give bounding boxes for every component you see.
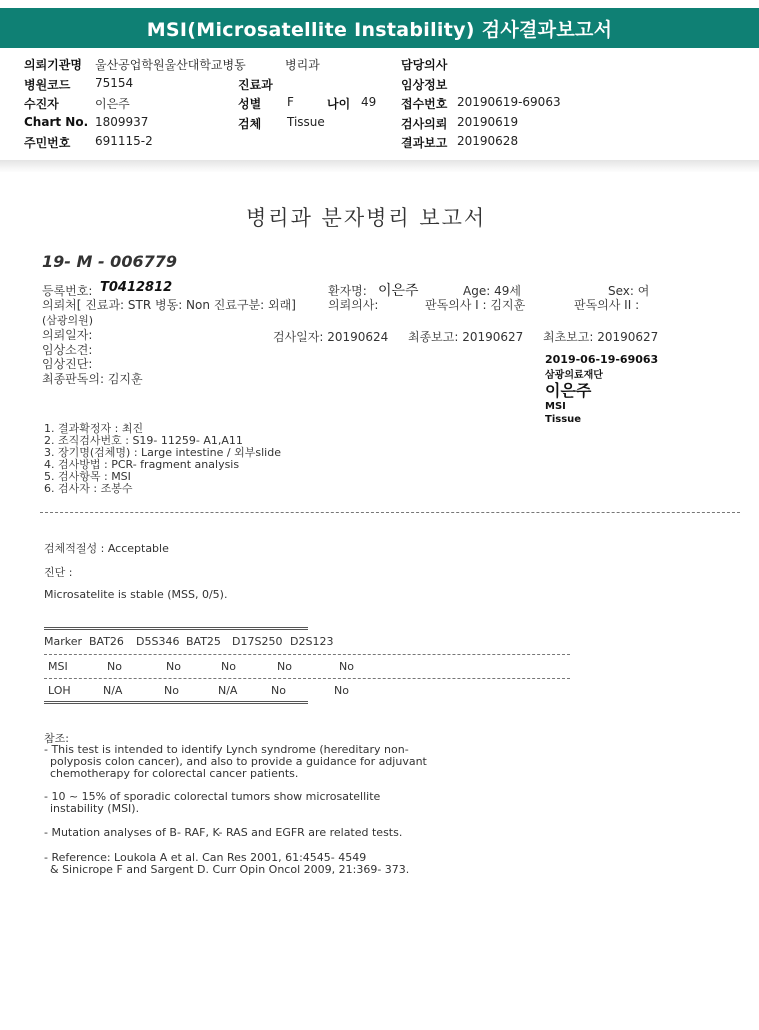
sex-text: Sex: 여	[608, 284, 650, 298]
chart-no-label: Chart No.	[24, 115, 89, 129]
age-text: Age: 49세	[463, 284, 521, 298]
final-reader: 최종판독의: 김지훈	[42, 372, 143, 386]
referrer-org: (삼광의원)	[42, 314, 94, 327]
hospital-code-value: 75154	[95, 76, 134, 90]
sex-value: F	[287, 95, 294, 109]
patient-value: 이은주	[95, 97, 130, 111]
item-3: 3. 장기명(검체명) : Large intestine / 외부slide	[44, 446, 281, 459]
reg-value: T0412812	[100, 280, 173, 295]
scanned-report	[0, 172, 759, 1030]
marker-col-5: D2S123	[290, 635, 334, 648]
institution-value: 울산공업학원울산대학교병동	[95, 58, 246, 72]
loh-cell-1: N/A	[103, 684, 123, 697]
marker-col-4: D17S250	[232, 635, 283, 648]
reference-4: - Reference: Loukola A et al. Can Res 2001, 61:4545- 4549	[44, 851, 367, 864]
msi-row-label: MSI	[48, 660, 68, 673]
specimen-value: Tissue	[287, 115, 325, 129]
msi-cell-3: No	[221, 660, 236, 673]
clinical-diagnosis: 임상진단:	[42, 357, 93, 371]
chart-no-value: 1809937	[95, 115, 149, 129]
specimen-label-org: 삼광의료재단	[545, 370, 603, 381]
exam-request-value: 20190619	[457, 115, 519, 129]
loh-cell-5: No	[334, 684, 349, 697]
table-bottom-rule	[44, 701, 308, 704]
specimen-label-name: 이은주	[545, 381, 592, 400]
id-no-label: 주민번호	[24, 136, 71, 150]
table-top-rule	[44, 627, 308, 630]
department-value: 병리과	[285, 58, 320, 72]
referring-doctor: 의뢰의사:	[328, 298, 379, 312]
result-report-value: 20190628	[457, 134, 519, 148]
loh-row-label: LOH	[48, 684, 71, 697]
msi-cell-2: No	[166, 660, 181, 673]
patient-name-label: 환자명:	[328, 284, 367, 298]
doctor-label: 담당의사	[401, 58, 448, 72]
loh-cell-4: No	[271, 684, 286, 697]
msi-cell-1: No	[107, 660, 122, 673]
receipt-no-value: 20190619-69063	[457, 95, 561, 109]
reference-3: - Mutation analyses of B- RAF, K- RAS and EGFR are related tests.	[44, 826, 403, 839]
specimen-label-id: 2019-06-19-69063	[545, 353, 659, 366]
result-report-label: 결과보고	[401, 136, 448, 150]
patient-label: 수진자	[24, 97, 59, 111]
slide-number: 19- M - 006779	[42, 252, 177, 271]
id-no-value: 691115-2	[95, 134, 153, 148]
reference-1: - This test is intended to identify Lynch syndrome (hereditary non-	[44, 743, 409, 756]
hospital-code-label: 병원코드	[24, 78, 71, 92]
dashed-separator	[40, 512, 740, 513]
referrer-text: 의뢰처[ 진료과: STR 병동: Non 진료구분: 외래]	[42, 298, 296, 312]
pathologist-1: 판독의사 I : 김지훈	[425, 298, 526, 312]
header-info	[0, 52, 759, 150]
sex-label: 성별	[238, 97, 262, 111]
request-date: 의뢰일자:	[42, 328, 93, 342]
item-5: 5. 검사항목 : MSI	[44, 470, 131, 483]
reference-4b: & Sinicrope F and Sargent D. Curr Opin Oncol 2009, 21:369- 373.	[50, 863, 410, 876]
specimen-label-type: Tissue	[545, 414, 582, 425]
pathologist-2: 판독의사 II :	[574, 298, 640, 312]
item-6: 6. 검사자 : 조봉수	[44, 482, 133, 495]
marker-col-1: BAT26	[89, 635, 124, 648]
reference-label: 참조:	[44, 732, 69, 745]
item-2: 2. 조직검사번호 : S19- 11259- A1,A11	[44, 434, 243, 447]
table-header-rule	[44, 654, 570, 655]
specimen-label: 검체	[238, 117, 262, 131]
patient-name-value: 이은주	[378, 283, 419, 299]
marker-col-3: BAT25	[186, 635, 221, 648]
diagnosis-label: 진단 :	[44, 566, 73, 579]
diagnosis-text: Microsatelite is stable (MSS, 0/5).	[44, 588, 228, 601]
specimen-label-test: MSI	[545, 401, 566, 412]
item-1: 1. 결과확정자 : 최진	[44, 422, 144, 435]
table-mid-rule	[44, 678, 570, 679]
clinic-label: 진료과	[238, 78, 273, 92]
final-report-date: 최종보고: 20190627	[408, 330, 524, 344]
reference-2: - 10 ~ 15% of sporadic colorectal tumors show microsatellite	[44, 790, 381, 803]
receipt-no-label: 접수번호	[401, 97, 448, 111]
reference-2b: instability (MSI).	[50, 802, 140, 815]
marker-col-0: Marker	[44, 635, 83, 648]
reg-label: 등록번호:	[42, 284, 93, 298]
loh-cell-2: No	[164, 684, 179, 697]
age-label: 나이	[327, 97, 351, 111]
marker-col-2: D5S346	[136, 635, 180, 648]
age-value: 49	[361, 95, 377, 109]
first-report-date: 최초보고: 20190627	[543, 330, 659, 344]
doc-title: 병리과 분자병리 보고서	[246, 206, 487, 230]
msi-cell-5: No	[339, 660, 354, 673]
reference-1b: polyposis colon cancer), and also to provide a guidance for adjuvant	[50, 755, 427, 768]
loh-cell-3: N/A	[218, 684, 238, 697]
adequacy: 검체적절성 : Acceptable	[44, 542, 169, 555]
msi-cell-4: No	[277, 660, 292, 673]
clinical-findings: 임상소견:	[42, 343, 93, 357]
clinical-info-label: 임상정보	[401, 78, 448, 92]
item-4: 4. 검사방법 : PCR- fragment analysis	[44, 458, 240, 471]
exam-request-label: 검사의뢰	[401, 117, 448, 131]
report-title: MSI(Microsatellite Instability) 검사결과보고서	[0, 8, 759, 48]
institution-label: 의뢰기관명	[24, 58, 82, 72]
exam-date: 검사일자: 20190624	[273, 330, 389, 344]
reference-1c: chemotherapy for colorectal cancer patients.	[50, 767, 299, 780]
